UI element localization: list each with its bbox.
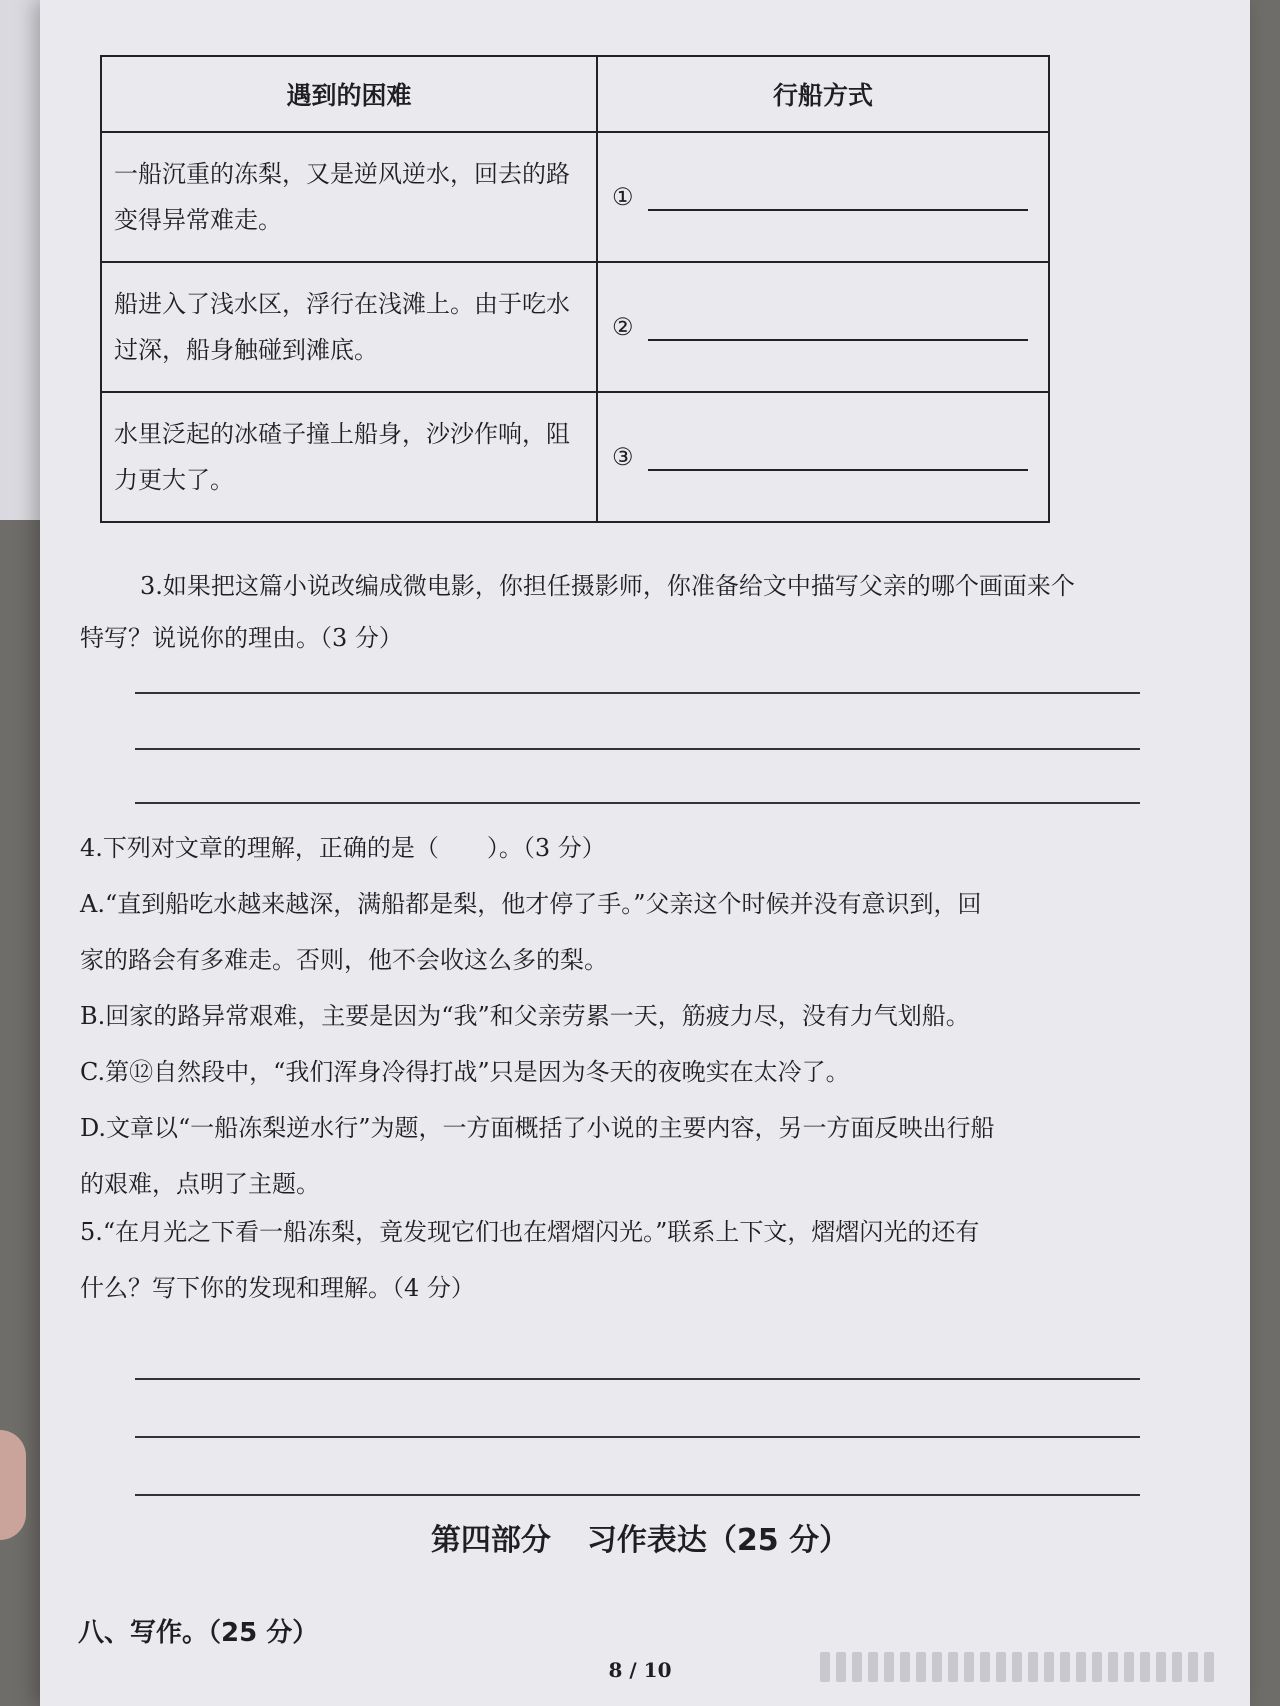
answer-cell <box>597 392 1049 522</box>
table-row <box>101 132 1049 262</box>
watermark-bars <box>820 1652 1260 1692</box>
header-method: 行船方式 <box>597 56 1049 132</box>
table-row <box>101 262 1049 392</box>
question-3 <box>80 560 1180 664</box>
difficulty-cell: 船进入了浅水区，浮行在浅滩上。由于吃水过深，船身触碰到滩底。 <box>101 262 597 392</box>
option-b[interactable]: B.回家的路异常艰难，主要是因为“我”和父亲劳累一天，筋疲力尽，没有力气划船。 <box>80 1002 970 1030</box>
answer-line[interactable] <box>135 1494 1140 1496</box>
answer-line[interactable] <box>135 1436 1140 1438</box>
option-d-line1[interactable]: D.文章以“一船冻梨逆水行”为题，一方面概括了小说的主要内容，另一方面反映出行船 <box>80 1114 995 1142</box>
answer-marker: ② <box>612 313 634 341</box>
answer-line[interactable] <box>135 748 1140 750</box>
page-number: 8 / 10 <box>608 1658 672 1682</box>
difficulty-table <box>100 55 1050 523</box>
option-d-line2: 的艰难，点明了主题。 <box>80 1170 320 1198</box>
answer-cell <box>597 132 1049 262</box>
table-header-row <box>101 56 1049 132</box>
answer-line[interactable] <box>135 692 1140 694</box>
answer-marker: ③ <box>612 443 634 471</box>
question-3-line2: 特写？说说你的理由。（3 分） <box>80 624 403 652</box>
question-5 <box>80 1204 1180 1316</box>
section-part: 第四部分 <box>430 1523 551 1558</box>
difficulty-cell: 一船沉重的冻梨，又是逆风逆水，回去的路变得异常难走。 <box>101 132 597 262</box>
question-4-stem: 4.下列对文章的理解，正确的是（ ）。（3 分） <box>80 834 606 862</box>
answer-marker: ① <box>612 183 634 211</box>
question-3-line1: 3.如果把这篇小说改编成微电影，你担任摄影师，你准备给文中描写父亲的哪个画面来个 <box>140 572 1075 600</box>
answer-line[interactable] <box>135 802 1140 804</box>
difficulty-cell: 水里泛起的冰碴子撞上船身，沙沙作响，阻力更大了。 <box>101 392 597 522</box>
question-5-line1: 5.“在月光之下看一船冻梨，竟发现它们也在熠熠闪光。”联系上下文，熠熠闪光的还有 <box>80 1218 980 1246</box>
option-c[interactable]: C.第⑫自然段中，“我们浑身冷得打战”只是因为冬天的夜晚实在太冷了。 <box>80 1058 850 1086</box>
answer-blank-3[interactable] <box>648 443 1028 471</box>
section-title: 习作表达（25 分） <box>586 1523 850 1558</box>
question-4 <box>80 820 1180 1212</box>
table-row <box>101 392 1049 522</box>
writing-task: 八、写作。（25 分） <box>78 1618 319 1648</box>
answer-cell <box>597 262 1049 392</box>
answer-blank-1[interactable] <box>648 183 1028 211</box>
header-difficulty: 遇到的困难 <box>101 56 597 132</box>
question-5-line2: 什么？写下你的发现和理解。（4 分） <box>80 1274 475 1302</box>
option-a-line1[interactable]: A.“直到船吃水越来越深，满船都是梨，他才停了手。”父亲这个时候并没有意识到，回 <box>80 890 982 918</box>
section-heading <box>0 1515 1280 1559</box>
answer-blank-2[interactable] <box>648 313 1028 341</box>
option-a-line2: 家的路会有多难走。否则，他不会收这么多的梨。 <box>80 946 608 974</box>
answer-line[interactable] <box>135 1378 1140 1380</box>
